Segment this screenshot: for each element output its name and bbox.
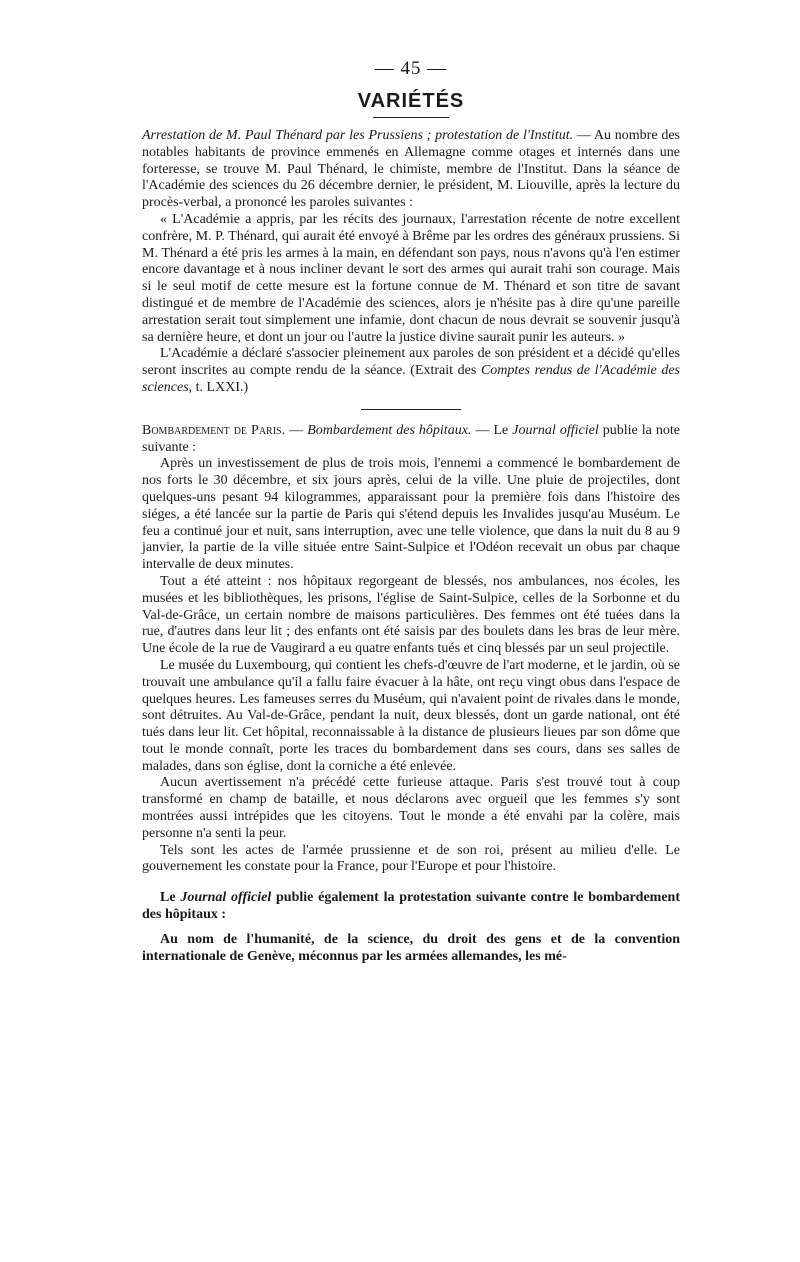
section-title: VARIÉTÉS bbox=[357, 90, 465, 112]
article2-paragraph: Le musée du Luxembourg, qui contient les chefs-d'œuvre de l'art moderne, et le jardin, où se trouvait une ambulance qu'il a fallu faire évacuer à la hâte, ont reçu vingt obus dans l'espace de quelques heures. Les fameuses serres du Muséum, qui n'avaient point de rivales dans le monde, sont détruites. Au Val-de-Grâce, pendant la nuit, deux blessés, dont un garde national, ont été tués dans leur lit. Cet hôpital, reconnaissable à la distance de plusieurs lieues par son dôme que tout le monde connaît, porte les traces du bombardement dans ses cours, dans ses salles de malades, dans son église, dont la corniche a été enlevée. bbox=[142, 657, 680, 774]
article2-heading-dash: — bbox=[285, 422, 308, 438]
article-divider bbox=[361, 409, 461, 410]
article1-closing-text: L'Académie a déclaré s'associer pleinement aux paroles de son président et a décidé qu'elles seront inscrites au compte rendu de la séance. (Extrait des bbox=[142, 346, 680, 379]
article2-heading bbox=[142, 423, 680, 457]
article2-paragraph: Tels sont les actes de l'armée prussienne et de son roi, présent au milieu d'elle. Le gouvernement les constate pour la France, pour l'Europe et pour l'histoire. bbox=[142, 842, 680, 875]
article2-paragraph: Aucun avertissement n'a précédé cette furieuse attaque. Paris s'est trouvé tout à coup transformé en champ de bataille, et nous déclarons avec orgueil que les femmes s'y sont montrées aussi intrépides que les citoyens. Tout le monde a été envahi par la colère, mais personne n'a senti la peur. bbox=[142, 775, 680, 841]
article1-source: Comptes rendus de l'Académie des sciences bbox=[142, 363, 680, 395]
text-column bbox=[142, 58, 680, 965]
article2-paragraph: Après un investissement de plus de trois mois, l'ennemi a commencé le bombardement de nos forts le 30 décembre, et six jours après, celui de la ville. Une pluie de projectiles, dont quelques-uns pesant 94 kilogrammes, apparaissant pour la première fois dans l'histoire des siéges, a été lancée sur la partie de Paris qui s'étend depuis les Invalides jusqu'au Muséum. Le feu a continué jour et nuit, sans interruption, avec une telle violence, que dans la nuit du 8 au 9 janvier, la partie de la ville située entre Saint-Sulpice et l'Odéon recevait un obus par chaque intervalle de deux minutes. bbox=[142, 456, 680, 573]
article1-quote: « L'Académie a appris, par les récits des journaux, l'arrestation récente de notre excellent confrère, M. P. Thénard, qui aurait été envoyé à Brême par les ordres des généraux prussiens. Si M. Thénard a été pris les armes à la main, en défendant son pays, nous n'avons qu'à l'en estimer encore davantage et à nous incliner devant le sort des armes qui aurait trahi son courage. Mais si le seul motif de cette mesure est la fortune connue de M. Thénard et son titre de savant distingué et de membre de l'Académie des sciences, alors je n'hésite pas à dire qu'une pareille arrestation serait tout simplement une infamie, dont chacun de nous devrait se souvenir jusqu'à sa dernière heure, et dont un jour ou l'autre la justice divine saurait punir les auteurs. » bbox=[142, 211, 680, 345]
page-number: — 45 — bbox=[374, 58, 448, 79]
title-underline bbox=[373, 117, 449, 118]
article3-last-paragraph: Au nom de l'humanité, de la science, du droit des gens et de la convention internationale de Genève, méconnus par les armées allemandes, les mé- bbox=[142, 931, 680, 964]
article2-heading-rest: — Le bbox=[471, 422, 513, 438]
article1-intro-text: — Au nombre des notables habitants de province emmenés en Allemagne comme otages et internés dans une forteresse, se trouve M. Paul Thénard, le chimiste, membre de l'Institut. Dans la séance de l'Académie des sciences du 26 décembre dernier, le président, M. Liouville, après la lecture du procès-verbal, a prononcé les paroles suivantes : bbox=[142, 128, 680, 211]
article2-paragraph: Tout a été atteint : nos hôpitaux regorgeant de blessés, nos ambulances, nos écoles, les musées et les bibliothèques, les prisons, l'église de Saint-Sulpice, celles de la Sorbonne et du Val-de-Grâce, un certain nombre de maisons particulières. Des femmes ont été tuées dans la rue, d'autres dans leur lit ; des enfants ont été saisis par des boulets dans les bras de leur mère. Une école de la rue de Vaugirard a eu quatre enfants tués et cinq blessés par un seul projectile. bbox=[142, 573, 680, 657]
article2-heading-caps: Bombardement de Paris. bbox=[142, 422, 286, 438]
article3-rest: publie également la protestation suivante contre le bombardement des hôpitaux : bbox=[142, 890, 680, 923]
article3-journal-name: Journal officiel bbox=[180, 890, 272, 906]
article1-title: Arrestation de M. Paul Thénard par les Prussiens ; protestation de l'Institut. bbox=[142, 128, 574, 143]
article1-closing-end: , t. LXXI.) bbox=[188, 379, 249, 395]
spacer bbox=[142, 924, 680, 932]
article1-closing bbox=[142, 346, 680, 396]
article3-lead: Le bbox=[160, 890, 181, 906]
article2-heading-italic: Bombardement des hôpitaux. bbox=[307, 422, 472, 438]
article2-journal-name: Journal officiel bbox=[512, 422, 599, 438]
spacer bbox=[142, 876, 680, 890]
article3-intro bbox=[142, 890, 680, 924]
article1-intro bbox=[142, 128, 680, 212]
article2-heading-end: publie la note suivante : bbox=[142, 422, 680, 455]
